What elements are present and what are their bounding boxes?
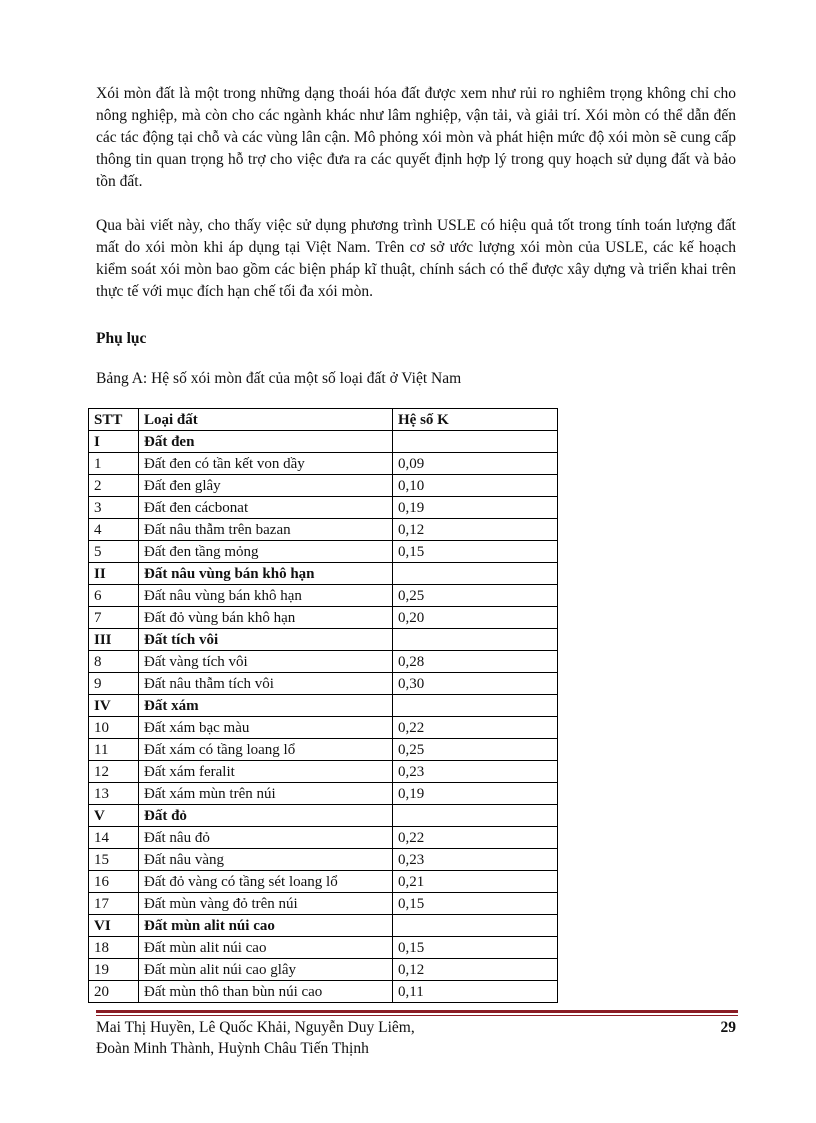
cell-stt: 4: [89, 519, 139, 541]
cell-soil-type: Đất tích vôi: [139, 629, 393, 651]
table-group-row: [89, 805, 558, 827]
cell-k-factor: [393, 431, 558, 453]
cell-soil-type: Đất nâu vùng bán khô hạn: [139, 585, 393, 607]
cell-k-factor: 0,22: [393, 717, 558, 739]
cell-soil-type: Đất mùn alit núi cao: [139, 915, 393, 937]
cell-k-factor: 0,30: [393, 673, 558, 695]
table-row: [89, 497, 558, 519]
cell-soil-type: Đất nâu vùng bán khô hạn: [139, 563, 393, 585]
table-row: [89, 981, 558, 1003]
table-header-row: [89, 409, 558, 431]
cell-stt: 15: [89, 849, 139, 871]
footer-rule-thick: [96, 1010, 738, 1013]
header-k-factor: Hệ số K: [393, 409, 558, 431]
table-row: [89, 585, 558, 607]
table-row: [89, 453, 558, 475]
footer-authors-line-2: Đoàn Minh Thành, Huỳnh Châu Tiến Thịnh: [96, 1040, 369, 1057]
cell-soil-type: Đất nâu đỏ: [139, 827, 393, 849]
cell-k-factor: 0,09: [393, 453, 558, 475]
cell-soil-type: Đất xám có tầng loang lổ: [139, 739, 393, 761]
cell-stt: 14: [89, 827, 139, 849]
cell-stt: 7: [89, 607, 139, 629]
table-row: [89, 937, 558, 959]
cell-soil-type: Đất nâu thẫm trên bazan: [139, 519, 393, 541]
table-row: [89, 651, 558, 673]
table-row: [89, 827, 558, 849]
page-number: 29: [720, 1019, 736, 1036]
cell-stt: VI: [89, 915, 139, 937]
cell-k-factor: 0,20: [393, 607, 558, 629]
cell-stt: 1: [89, 453, 139, 475]
cell-stt: 13: [89, 783, 139, 805]
table-row: [89, 761, 558, 783]
cell-k-factor: [393, 915, 558, 937]
cell-stt: 16: [89, 871, 139, 893]
table-row: [89, 783, 558, 805]
cell-soil-type: Đất đen glây: [139, 475, 393, 497]
header-stt: STT: [89, 409, 139, 431]
table-row: [89, 475, 558, 497]
table-row: [89, 607, 558, 629]
cell-soil-type: Đất đỏ vùng bán khô hạn: [139, 607, 393, 629]
cell-soil-type: Đất đỏ: [139, 805, 393, 827]
footer-rule-thin: [96, 1015, 738, 1016]
cell-soil-type: Đất xám feralit: [139, 761, 393, 783]
table-row: [89, 893, 558, 915]
table-row: [89, 739, 558, 761]
cell-stt: 8: [89, 651, 139, 673]
cell-stt: 19: [89, 959, 139, 981]
cell-stt: 17: [89, 893, 139, 915]
cell-soil-type: Đất đỏ vàng có tầng sét loang lổ: [139, 871, 393, 893]
cell-stt: 10: [89, 717, 139, 739]
cell-k-factor: 0,21: [393, 871, 558, 893]
cell-stt: V: [89, 805, 139, 827]
cell-k-factor: 0,28: [393, 651, 558, 673]
table-group-row: [89, 915, 558, 937]
body-paragraph-2: Qua bài viết này, cho thấy việc sử dụng phương trình USLE có hiệu quả tốt trong tính toán lượng đất mất do xói mòn khi áp dụng tại Việt Nam. Trên cơ sở ước lượng xói mòn của USLE, các kế hoạch kiểm soát xói mòn bao gồm các biện pháp kĩ thuật, chính sách có thể được xây dựng và triển khai trên thực tế với mục đích hạn chế tối đa xói mòn.: [96, 217, 736, 300]
table-group-row: [89, 629, 558, 651]
cell-soil-type: Đất mùn alit núi cao glây: [139, 959, 393, 981]
table-group-row: [89, 563, 558, 585]
cell-k-factor: 0,15: [393, 937, 558, 959]
cell-soil-type: Đất xám bạc màu: [139, 717, 393, 739]
cell-k-factor: 0,12: [393, 959, 558, 981]
header-soil-type: Loại đất: [139, 409, 393, 431]
table-row: [89, 717, 558, 739]
table-caption: Bảng A: Hệ số xói mòn đất của một số loại đất ở Việt Nam: [96, 370, 462, 387]
cell-stt: 9: [89, 673, 139, 695]
cell-soil-type: Đất đen: [139, 431, 393, 453]
cell-soil-type: Đất đen cácbonat: [139, 497, 393, 519]
cell-k-factor: 0,15: [393, 893, 558, 915]
cell-k-factor: 0,23: [393, 761, 558, 783]
cell-k-factor: 0,25: [393, 739, 558, 761]
cell-k-factor: 0,12: [393, 519, 558, 541]
table-row: [89, 849, 558, 871]
table-body: [89, 431, 558, 1003]
cell-soil-type: Đất xám: [139, 695, 393, 717]
soil-erodibility-table: [88, 408, 558, 1003]
cell-k-factor: 0,25: [393, 585, 558, 607]
cell-k-factor: 0,10: [393, 475, 558, 497]
cell-soil-type: Đất mùn thô than bùn núi cao: [139, 981, 393, 1003]
cell-soil-type: Đất đen có tần kết von dầy: [139, 453, 393, 475]
cell-stt: 11: [89, 739, 139, 761]
cell-k-factor: 0,19: [393, 783, 558, 805]
body-paragraph-1: Xói mòn đất là một trong những dạng thoái hóa đất được xem như rủi ro nghiêm trọng không chỉ cho nông nghiệp, mà còn cho các ngành khác như lâm nghiệp, vận tải, và giải trí. Xói mòn có thể dẫn đến các tác động tại chỗ và các vùng lân cận. Mô phỏng xói mòn và phát hiện mức độ xói mòn sẽ cung cấp thông tin quan trọng hỗ trợ cho việc đưa ra các quyết định hợp lý trong quy hoạch sử dụng đất và bảo tồn đất.: [96, 85, 736, 190]
table-row: [89, 519, 558, 541]
cell-k-factor: 0,23: [393, 849, 558, 871]
cell-stt: 12: [89, 761, 139, 783]
table-row: [89, 673, 558, 695]
cell-stt: 6: [89, 585, 139, 607]
cell-stt: 20: [89, 981, 139, 1003]
table-row: [89, 541, 558, 563]
cell-soil-type: Đất vàng tích vôi: [139, 651, 393, 673]
cell-k-factor: [393, 695, 558, 717]
cell-stt: 3: [89, 497, 139, 519]
cell-stt: II: [89, 563, 139, 585]
cell-stt: 2: [89, 475, 139, 497]
cell-stt: IV: [89, 695, 139, 717]
appendix-heading: Phụ lục: [96, 330, 147, 347]
cell-soil-type: Đất nâu thẫm tích vôi: [139, 673, 393, 695]
cell-stt: 5: [89, 541, 139, 563]
cell-k-factor: 0,22: [393, 827, 558, 849]
cell-stt: 18: [89, 937, 139, 959]
cell-soil-type: Đất nâu vàng: [139, 849, 393, 871]
table-row: [89, 871, 558, 893]
footer-authors-line-1: Mai Thị Huyền, Lê Quốc Khải, Nguyễn Duy Liêm,: [96, 1019, 415, 1036]
cell-soil-type: Đất mùn vàng đỏ trên núi: [139, 893, 393, 915]
table-group-row: [89, 695, 558, 717]
cell-stt: III: [89, 629, 139, 651]
cell-soil-type: Đất đen tầng mỏng: [139, 541, 393, 563]
cell-soil-type: Đất xám mùn trên núi: [139, 783, 393, 805]
cell-k-factor: [393, 629, 558, 651]
table-row: [89, 959, 558, 981]
cell-k-factor: 0,15: [393, 541, 558, 563]
cell-k-factor: 0,19: [393, 497, 558, 519]
table-group-row: [89, 431, 558, 453]
cell-k-factor: 0,11: [393, 981, 558, 1003]
cell-k-factor: [393, 563, 558, 585]
cell-stt: I: [89, 431, 139, 453]
cell-k-factor: [393, 805, 558, 827]
cell-soil-type: Đất mùn alit núi cao: [139, 937, 393, 959]
